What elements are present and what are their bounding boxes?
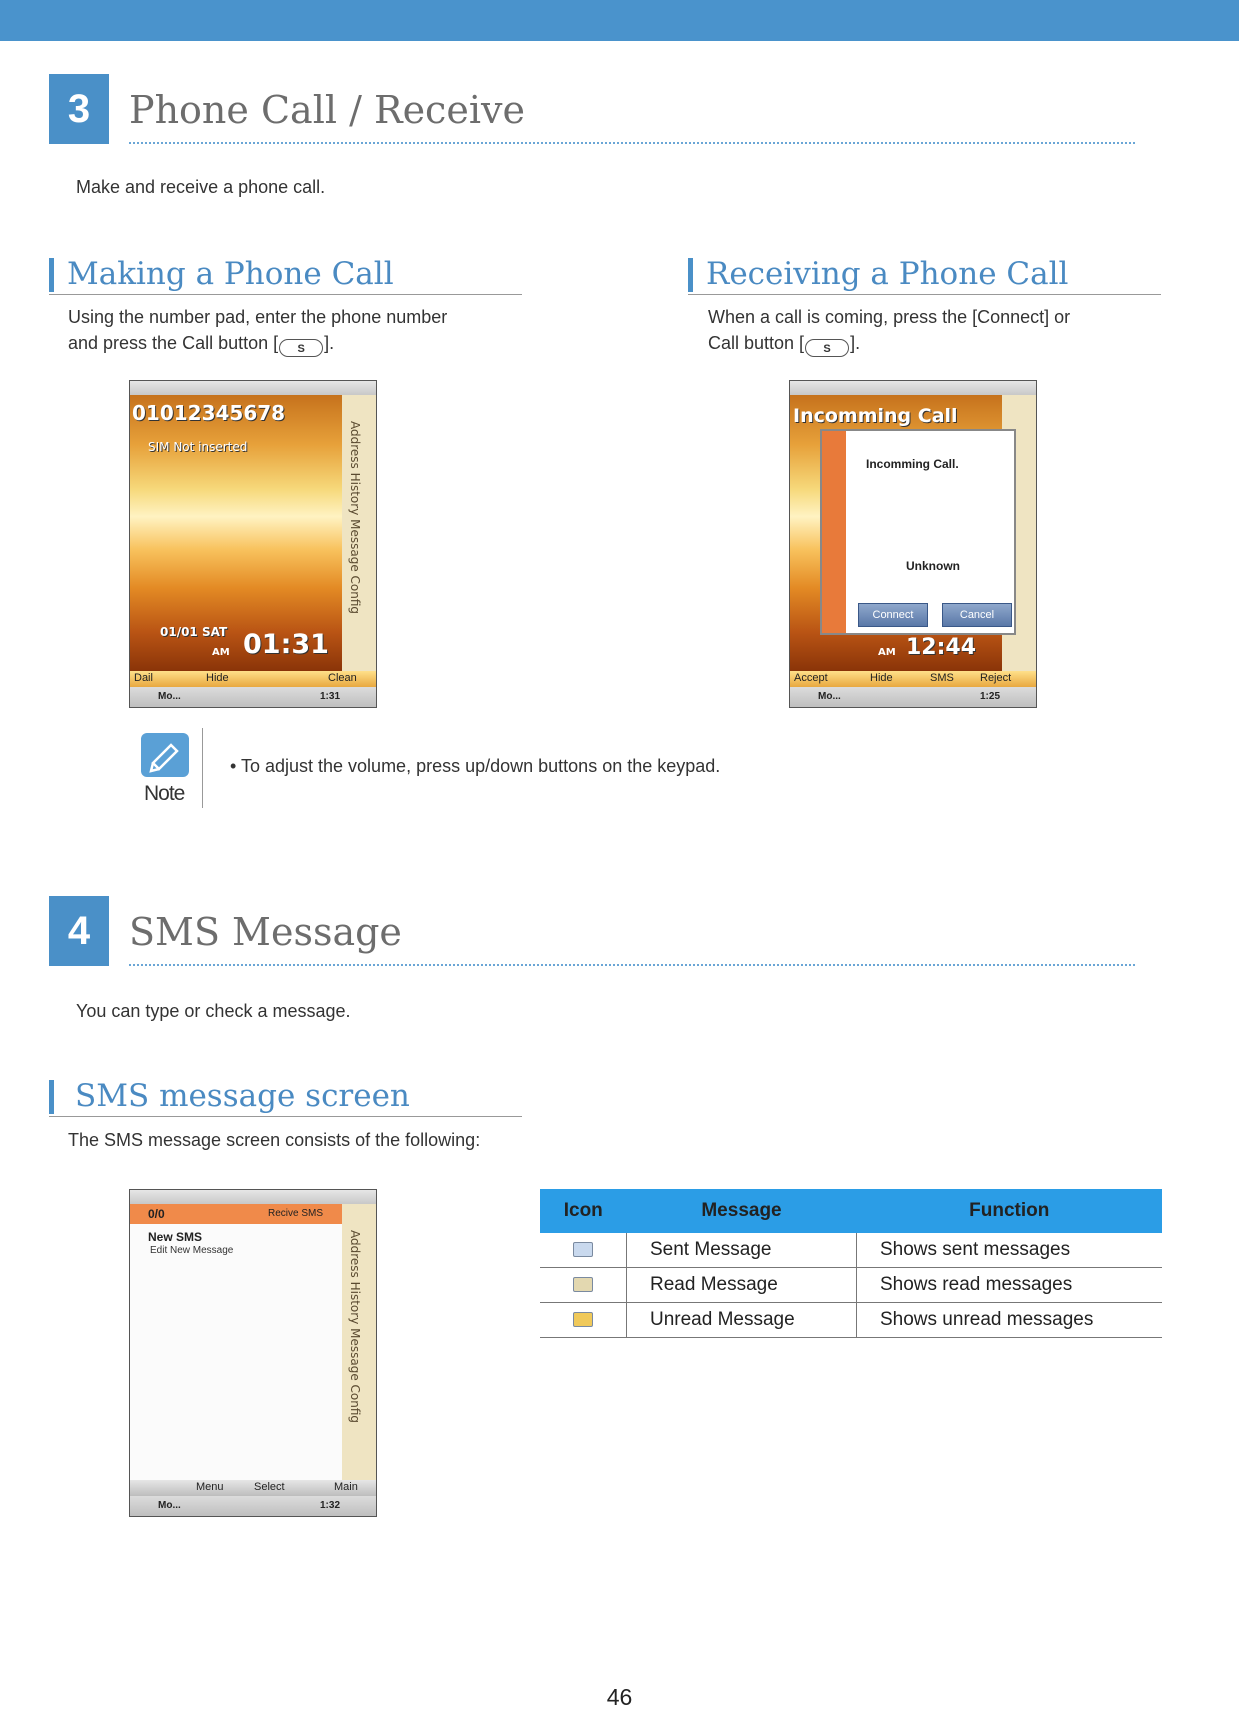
note-label: Note	[144, 782, 185, 805]
sms-header	[130, 1204, 342, 1224]
subheading-making-call	[49, 256, 522, 295]
section-intro: Make and receive a phone call.	[76, 177, 326, 197]
unread-message-icon	[573, 1312, 593, 1327]
taskbar-app[interactable]: Mo...	[158, 1500, 181, 1511]
sent-message-icon	[573, 1242, 593, 1257]
note-text: • To adjust the volume, press up/down buttons on the keypad.	[230, 756, 721, 776]
receiving-call-description	[708, 304, 1168, 357]
hide-softkey[interactable]: Hide	[206, 672, 229, 684]
table-header-row	[540, 1189, 1162, 1233]
taskbar-time: 1:25	[980, 691, 1001, 702]
sim-status: SIM Not inserted	[148, 440, 248, 454]
dialog-accent	[822, 431, 846, 633]
ampm-label: AM	[878, 647, 896, 658]
menu-softkey[interactable]: Menu	[196, 1481, 224, 1493]
caller-name: Unknown	[906, 559, 960, 573]
section-title-phone-call: Phone Call / Receive	[129, 88, 525, 132]
subheading-text: SMS message screen	[75, 1078, 410, 1114]
section-number-3: 3	[49, 74, 109, 144]
section-divider	[129, 964, 1135, 966]
desc-line: Call button [ S ].	[708, 333, 861, 355]
dial-softkey[interactable]: Dail	[134, 672, 153, 684]
clean-softkey[interactable]: Clean	[328, 672, 357, 684]
incoming-call-dialog	[820, 429, 1016, 635]
message-cell: Sent Message	[627, 1233, 857, 1268]
dialog-title: Incomming Call.	[866, 457, 959, 471]
status-bar	[130, 1190, 376, 1204]
call-key-icon: S	[805, 339, 849, 357]
soft-key-bar	[130, 1480, 376, 1496]
connect-button[interactable]: Connect	[858, 603, 928, 627]
taskbar	[130, 687, 376, 708]
heading-accent-bar	[49, 258, 54, 292]
sms-list	[130, 1224, 342, 1480]
pencil-icon	[141, 733, 189, 777]
taskbar-time: 1:31	[320, 691, 341, 702]
function-cell: Shows unread messages	[857, 1303, 1163, 1338]
subheading-text: Receiving a Phone Call	[706, 256, 1069, 292]
desc-line: and press the Call button [ S ].	[68, 333, 335, 355]
function-cell: Shows read messages	[857, 1268, 1163, 1303]
table-row	[540, 1303, 1162, 1338]
side-tabs: Address History Message Config	[342, 1204, 376, 1480]
heading-accent-bar	[49, 1080, 54, 1114]
soft-key-bar	[790, 671, 1036, 687]
table-row	[540, 1268, 1162, 1303]
sms-softkey[interactable]: SMS	[930, 672, 954, 684]
page-number: 46	[606, 1684, 633, 1710]
soft-key-bar	[130, 671, 376, 687]
sms-screen-description: The SMS message screen consists of the following:	[68, 1130, 481, 1150]
subheading-sms-screen	[49, 1078, 522, 1117]
function-cell: Shows sent messages	[857, 1233, 1163, 1268]
side-tabs: Address History Message Config	[342, 395, 376, 671]
section-intro: You can type or check a message.	[76, 1001, 351, 1021]
message-cell: Read Message	[627, 1268, 857, 1303]
header-message: Message	[627, 1189, 857, 1233]
desc-line: Using the number pad, enter the phone number	[68, 307, 448, 327]
new-sms-item[interactable]: New SMS	[148, 1230, 203, 1244]
message-cell: Unread Message	[627, 1303, 857, 1338]
accept-softkey[interactable]: Accept	[794, 672, 828, 684]
desc-line: When a call is coming, press the [Connect] or	[708, 307, 1071, 327]
message-count: 0/0	[148, 1207, 165, 1221]
taskbar-app[interactable]: Mo...	[818, 691, 841, 702]
edit-new-message: Edit New Message	[150, 1245, 234, 1256]
making-call-description	[68, 304, 538, 357]
call-key-icon: S	[279, 339, 323, 357]
heading-accent-bar	[688, 258, 693, 292]
cancel-button[interactable]: Cancel	[942, 603, 1012, 627]
header-icon: Icon	[540, 1189, 627, 1233]
incoming-call-title: Incomming Call	[793, 405, 958, 427]
taskbar	[130, 1496, 376, 1517]
section-title-sms: SMS Message	[129, 910, 402, 954]
status-bar	[130, 381, 376, 395]
date-label: 01/01 SAT	[160, 625, 228, 639]
taskbar-time: 1:32	[320, 1500, 341, 1511]
receive-sms-dropdown[interactable]: Recive SMS	[268, 1208, 324, 1219]
section-number-4: 4	[49, 896, 109, 966]
subheading-receiving-call	[688, 256, 1161, 295]
note-divider	[202, 728, 203, 808]
clock: 12:44	[906, 635, 977, 660]
main-softkey[interactable]: Main	[334, 1481, 358, 1493]
taskbar-app[interactable]: Mo...	[158, 691, 181, 702]
ampm-label: AM	[212, 647, 230, 658]
header-function: Function	[857, 1189, 1163, 1233]
header-bar	[0, 0, 1239, 41]
subheading-text: Making a Phone Call	[67, 256, 394, 292]
sms-icon-table	[540, 1189, 1162, 1338]
incoming-call-screenshot	[789, 380, 1037, 708]
dialed-number: 01012345678	[132, 401, 286, 425]
read-message-icon	[573, 1277, 593, 1292]
table-row	[540, 1233, 1162, 1268]
section-divider	[129, 142, 1135, 144]
sms-screenshot	[129, 1189, 377, 1517]
taskbar	[790, 687, 1036, 708]
clock: 01:31	[243, 629, 329, 660]
reject-softkey[interactable]: Reject	[980, 672, 1012, 684]
hide-softkey[interactable]: Hide	[870, 672, 893, 684]
status-bar	[790, 381, 1036, 395]
select-softkey[interactable]: Select	[254, 1481, 285, 1493]
dialer-screenshot	[129, 380, 377, 708]
